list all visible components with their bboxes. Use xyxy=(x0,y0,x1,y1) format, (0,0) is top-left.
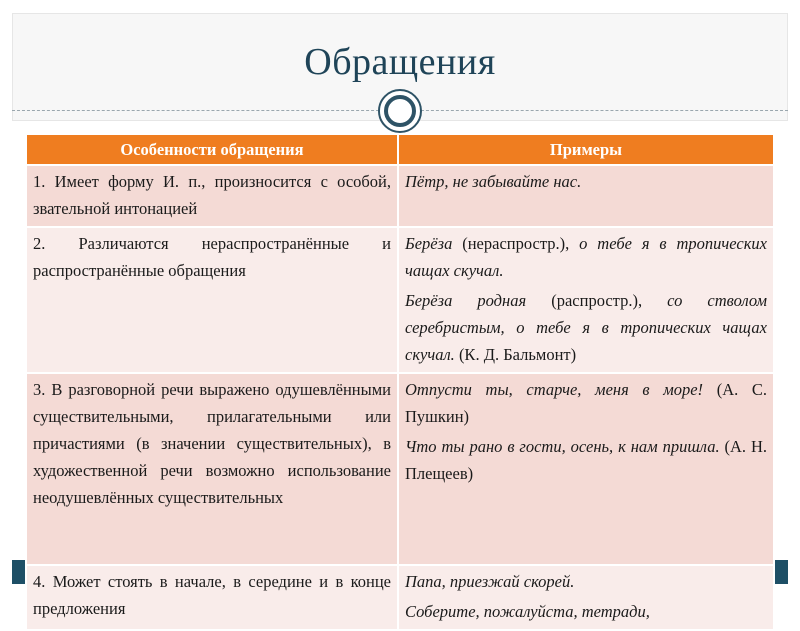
slide-title: Обращения xyxy=(304,41,496,83)
header-examples: Примеры xyxy=(398,134,774,165)
example-italic: Берёза xyxy=(405,234,453,253)
example-italic: Соберите, пожалуйста, тетради, xyxy=(405,602,650,621)
example-italic: со стволом серебристым, о тебе я в тропических чащах скучал. xyxy=(405,291,767,364)
table-row xyxy=(26,565,774,630)
example-line xyxy=(405,433,767,487)
table-row xyxy=(26,165,774,227)
example-plain: (А. С. Пушкин) xyxy=(405,380,768,426)
feature-cell: 2. Различаются нераспространённые и распространённые обращения xyxy=(26,227,398,373)
address-features-table xyxy=(25,133,775,631)
example-italic: Папа, приезжай скорей. xyxy=(405,572,575,591)
table-header-row xyxy=(26,134,774,165)
example-plain: (нераспростр.), xyxy=(452,234,580,253)
example-line xyxy=(405,376,767,430)
examples-cell xyxy=(398,165,774,227)
circle-ornament-inner-icon xyxy=(384,95,416,127)
example-plain: (А. Н. Плещеев) xyxy=(405,437,768,483)
table-row xyxy=(26,227,774,373)
example-italic: Пётр, не забывайте нас. xyxy=(405,172,582,191)
header-features: Особенности обращения xyxy=(26,134,398,165)
feature-cell: 4. Может стоять в начале, в середине и в конце предложения xyxy=(26,565,398,630)
example-italic: Что ты рано в гости, осень, к нам пришла. xyxy=(405,437,720,456)
example-italic: о тебе я в тропических чащах скучал. xyxy=(405,234,767,280)
example-line xyxy=(405,287,767,368)
table-row xyxy=(26,373,774,565)
examples-cell xyxy=(398,565,774,630)
example-plain: (К. Д. Бальмонт) xyxy=(454,345,577,364)
feature-cell: 3. В разговорной речи выражено одушевлёнными существительными, прилагательными или причастиями (в значении существительных), в художественной речи возможно использование неодушевлённых существительных xyxy=(26,373,398,565)
example-line xyxy=(405,230,767,284)
example-line xyxy=(405,168,767,195)
example-plain: (распростр.), xyxy=(526,291,668,310)
examples-cell xyxy=(398,373,774,565)
examples-cell xyxy=(398,227,774,373)
feature-cell: 1. Имеет форму И. п., произносится с особой, звательной интонацией xyxy=(26,165,398,227)
example-italic: Берёза родная xyxy=(405,291,527,310)
example-italic: Отпусти ты, старче, меня в море! xyxy=(405,380,704,399)
